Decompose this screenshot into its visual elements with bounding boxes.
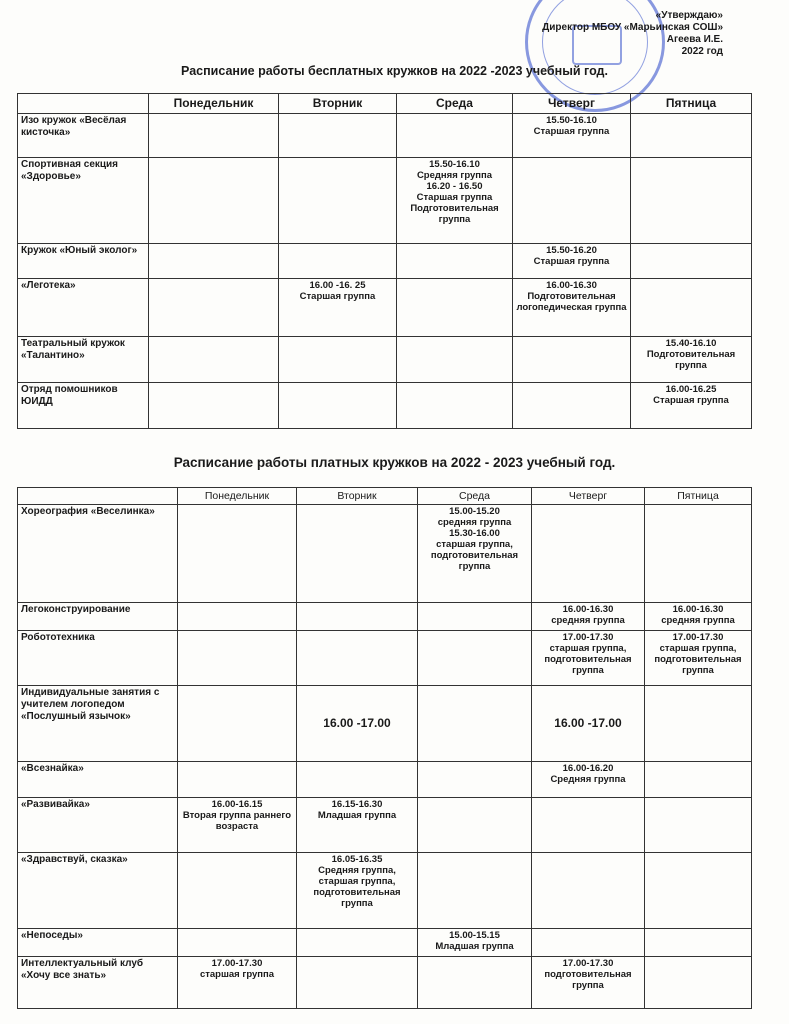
schedule-cell — [418, 762, 532, 798]
schedule-cell: 16.00-16.25 Старшая группа — [631, 383, 752, 429]
schedule-cell — [297, 957, 418, 1009]
schedule-cell: 16.00-16.15 Вторая группа раннего возраста — [178, 798, 297, 853]
schedule-cell — [178, 686, 297, 762]
schedule-cell — [149, 114, 279, 158]
schedule-cell — [279, 337, 397, 383]
schedule-cell — [645, 929, 752, 957]
table-row — [18, 762, 752, 798]
activity-name: Кружок «Юный эколог» — [18, 244, 149, 279]
schedule-cell — [149, 383, 279, 429]
schedule-cell: 15.50-16.10 Старшая группа — [513, 114, 631, 158]
paid-schedule-table — [17, 487, 752, 1009]
day-header: Понедельник — [149, 94, 279, 114]
activity-name: Хореография «Веселинка» — [18, 505, 178, 603]
schedule-cell — [297, 929, 418, 957]
schedule-cell — [397, 279, 513, 337]
header-row — [18, 488, 752, 505]
day-header: Пятница — [645, 488, 752, 505]
schedule-cell: 16.00 -17.00 — [297, 686, 418, 762]
schedule-cell — [149, 244, 279, 279]
day-header: Четверг — [532, 488, 645, 505]
schedule-cell: 15.50-16.10 Средняя группа 16.20 - 16.50 Старшая группа Подготовительная группа — [397, 158, 513, 244]
schedule-cell — [397, 337, 513, 383]
day-header: Четверг — [513, 94, 631, 114]
table-row — [18, 631, 752, 686]
schedule-cell — [645, 853, 752, 929]
day-header: Среда — [397, 94, 513, 114]
schedule-cell — [418, 686, 532, 762]
schedule-cell — [645, 957, 752, 1009]
approval-line: Директор МБОУ «Марьинская СОШ» — [542, 22, 723, 33]
schedule-cell — [418, 853, 532, 929]
table-row — [18, 686, 752, 762]
schedule-cell — [178, 631, 297, 686]
schedule-cell — [513, 158, 631, 244]
schedule-cell — [178, 929, 297, 957]
free-schedule-body — [18, 114, 752, 429]
schedule-cell — [397, 114, 513, 158]
schedule-cell — [279, 158, 397, 244]
activity-name: Легоконструирование — [18, 603, 178, 631]
table-row — [18, 158, 752, 244]
schedule-cell — [279, 383, 397, 429]
activity-name: «Всезнайка» — [18, 762, 178, 798]
schedule-cell — [532, 505, 645, 603]
schedule-cell: 16.00-16.30 средняя группа — [645, 603, 752, 631]
schedule-cell: 17.00-17.30 старшая группа, подготовительная группа — [532, 631, 645, 686]
table-row — [18, 929, 752, 957]
schedule-cell — [297, 762, 418, 798]
schedule-cell — [645, 762, 752, 798]
schedule-cell — [297, 505, 418, 603]
schedule-cell — [645, 798, 752, 853]
schedule-cell — [397, 383, 513, 429]
table-row — [18, 337, 752, 383]
schedule-cell: 17.00-17.30 старшая группа — [178, 957, 297, 1009]
schedule-cell — [149, 158, 279, 244]
schedule-cell — [631, 279, 752, 337]
table-row — [18, 603, 752, 631]
table-row — [18, 505, 752, 603]
schedule-cell — [418, 603, 532, 631]
schedule-cell — [631, 114, 752, 158]
day-header: Вторник — [297, 488, 418, 505]
schedule-cell — [178, 505, 297, 603]
schedule-cell — [631, 244, 752, 279]
schedule-cell — [149, 337, 279, 383]
schedule-cell — [178, 603, 297, 631]
schedule-cell: 16.05-16.35 Средняя группа, старшая группа, подготовительная группа — [297, 853, 418, 929]
schedule-cell — [397, 244, 513, 279]
schedule-cell: 16.00-16.20 Средняя группа — [532, 762, 645, 798]
table-row — [18, 957, 752, 1009]
corner-cell — [18, 94, 149, 114]
activity-name: Театральный кружок «Талантино» — [18, 337, 149, 383]
schedule-cell: 16.00 -16. 25 Старшая группа — [279, 279, 397, 337]
activity-name: «Непоседы» — [18, 929, 178, 957]
schedule-cell: 15.40-16.10 Подготовительная группа — [631, 337, 752, 383]
schedule-cell — [178, 853, 297, 929]
schedule-cell: 15.00-15.15 Младшая группа — [418, 929, 532, 957]
activity-name: «Леготека» — [18, 279, 149, 337]
schedule-cell: 15.00-15.20 средняя группа 15.30-16.00 старшая группа, подготовительная группа — [418, 505, 532, 603]
activity-name: «Развивайка» — [18, 798, 178, 853]
header-row — [18, 94, 752, 114]
activity-name: Изо кружок «Весёлая кисточка» — [18, 114, 149, 158]
schedule-cell — [513, 383, 631, 429]
table-row — [18, 244, 752, 279]
schedule-cell — [418, 631, 532, 686]
paid-schedule-body — [18, 505, 752, 1009]
schedule-cell — [297, 603, 418, 631]
schedule-cell — [513, 337, 631, 383]
day-header: Понедельник — [178, 488, 297, 505]
day-header: Пятница — [631, 94, 752, 114]
schedule-cell: 16.00-16.30 Подготовительная логопедическая группа — [513, 279, 631, 337]
approval-block — [483, 10, 723, 58]
free-schedule-table — [17, 93, 752, 429]
schedule-cell: 17.00-17.30 старшая группа, подготовительная группа — [645, 631, 752, 686]
schedule-cell: 16.00-16.30 средняя группа — [532, 603, 645, 631]
approval-line: Агеева И.Е. — [666, 34, 723, 45]
paid-schedule-title: Расписание работы платных кружков на 2022 - 2023 учебный год. — [173, 455, 616, 470]
schedule-cell — [279, 244, 397, 279]
activity-name: Интеллектуальный клуб «Хочу все знать» — [18, 957, 178, 1009]
schedule-cell — [532, 798, 645, 853]
schedule-cell — [645, 686, 752, 762]
activity-name: Индивидуальные занятия с учителем логопедом «Послушный язычок» — [18, 686, 178, 762]
activity-name: Отряд помошников ЮИДД — [18, 383, 149, 429]
table-row — [18, 279, 752, 337]
schedule-cell: 15.50-16.20 Старшая группа — [513, 244, 631, 279]
schedule-cell — [418, 798, 532, 853]
schedule-cell — [532, 929, 645, 957]
free-schedule-title: Расписание работы бесплатных кружков на 2022 -2023 учебный год. — [181, 64, 608, 78]
activity-name: «Здравствуй, сказка» — [18, 853, 178, 929]
schedule-cell — [631, 158, 752, 244]
table-row — [18, 114, 752, 158]
schedule-cell — [418, 957, 532, 1009]
schedule-cell — [149, 279, 279, 337]
schedule-cell: 16.15-16.30 Младшая группа — [297, 798, 418, 853]
corner-cell — [18, 488, 178, 505]
table-row — [18, 383, 752, 429]
day-header: Среда — [418, 488, 532, 505]
schedule-cell — [645, 505, 752, 603]
schedule-cell — [532, 853, 645, 929]
schedule-cell — [178, 762, 297, 798]
schedule-cell: 17.00-17.30 подготовительная группа — [532, 957, 645, 1009]
schedule-cell: 16.00 -17.00 — [532, 686, 645, 762]
table-row — [18, 853, 752, 929]
activity-name: Спортивная секция «Здоровье» — [18, 158, 149, 244]
approval-line: «Утверждаю» — [655, 10, 723, 21]
activity-name: Робототехника — [18, 631, 178, 686]
day-header: Вторник — [279, 94, 397, 114]
table-row — [18, 798, 752, 853]
approval-line: 2022 год — [681, 46, 723, 57]
schedule-cell — [279, 114, 397, 158]
schedule-cell — [297, 631, 418, 686]
